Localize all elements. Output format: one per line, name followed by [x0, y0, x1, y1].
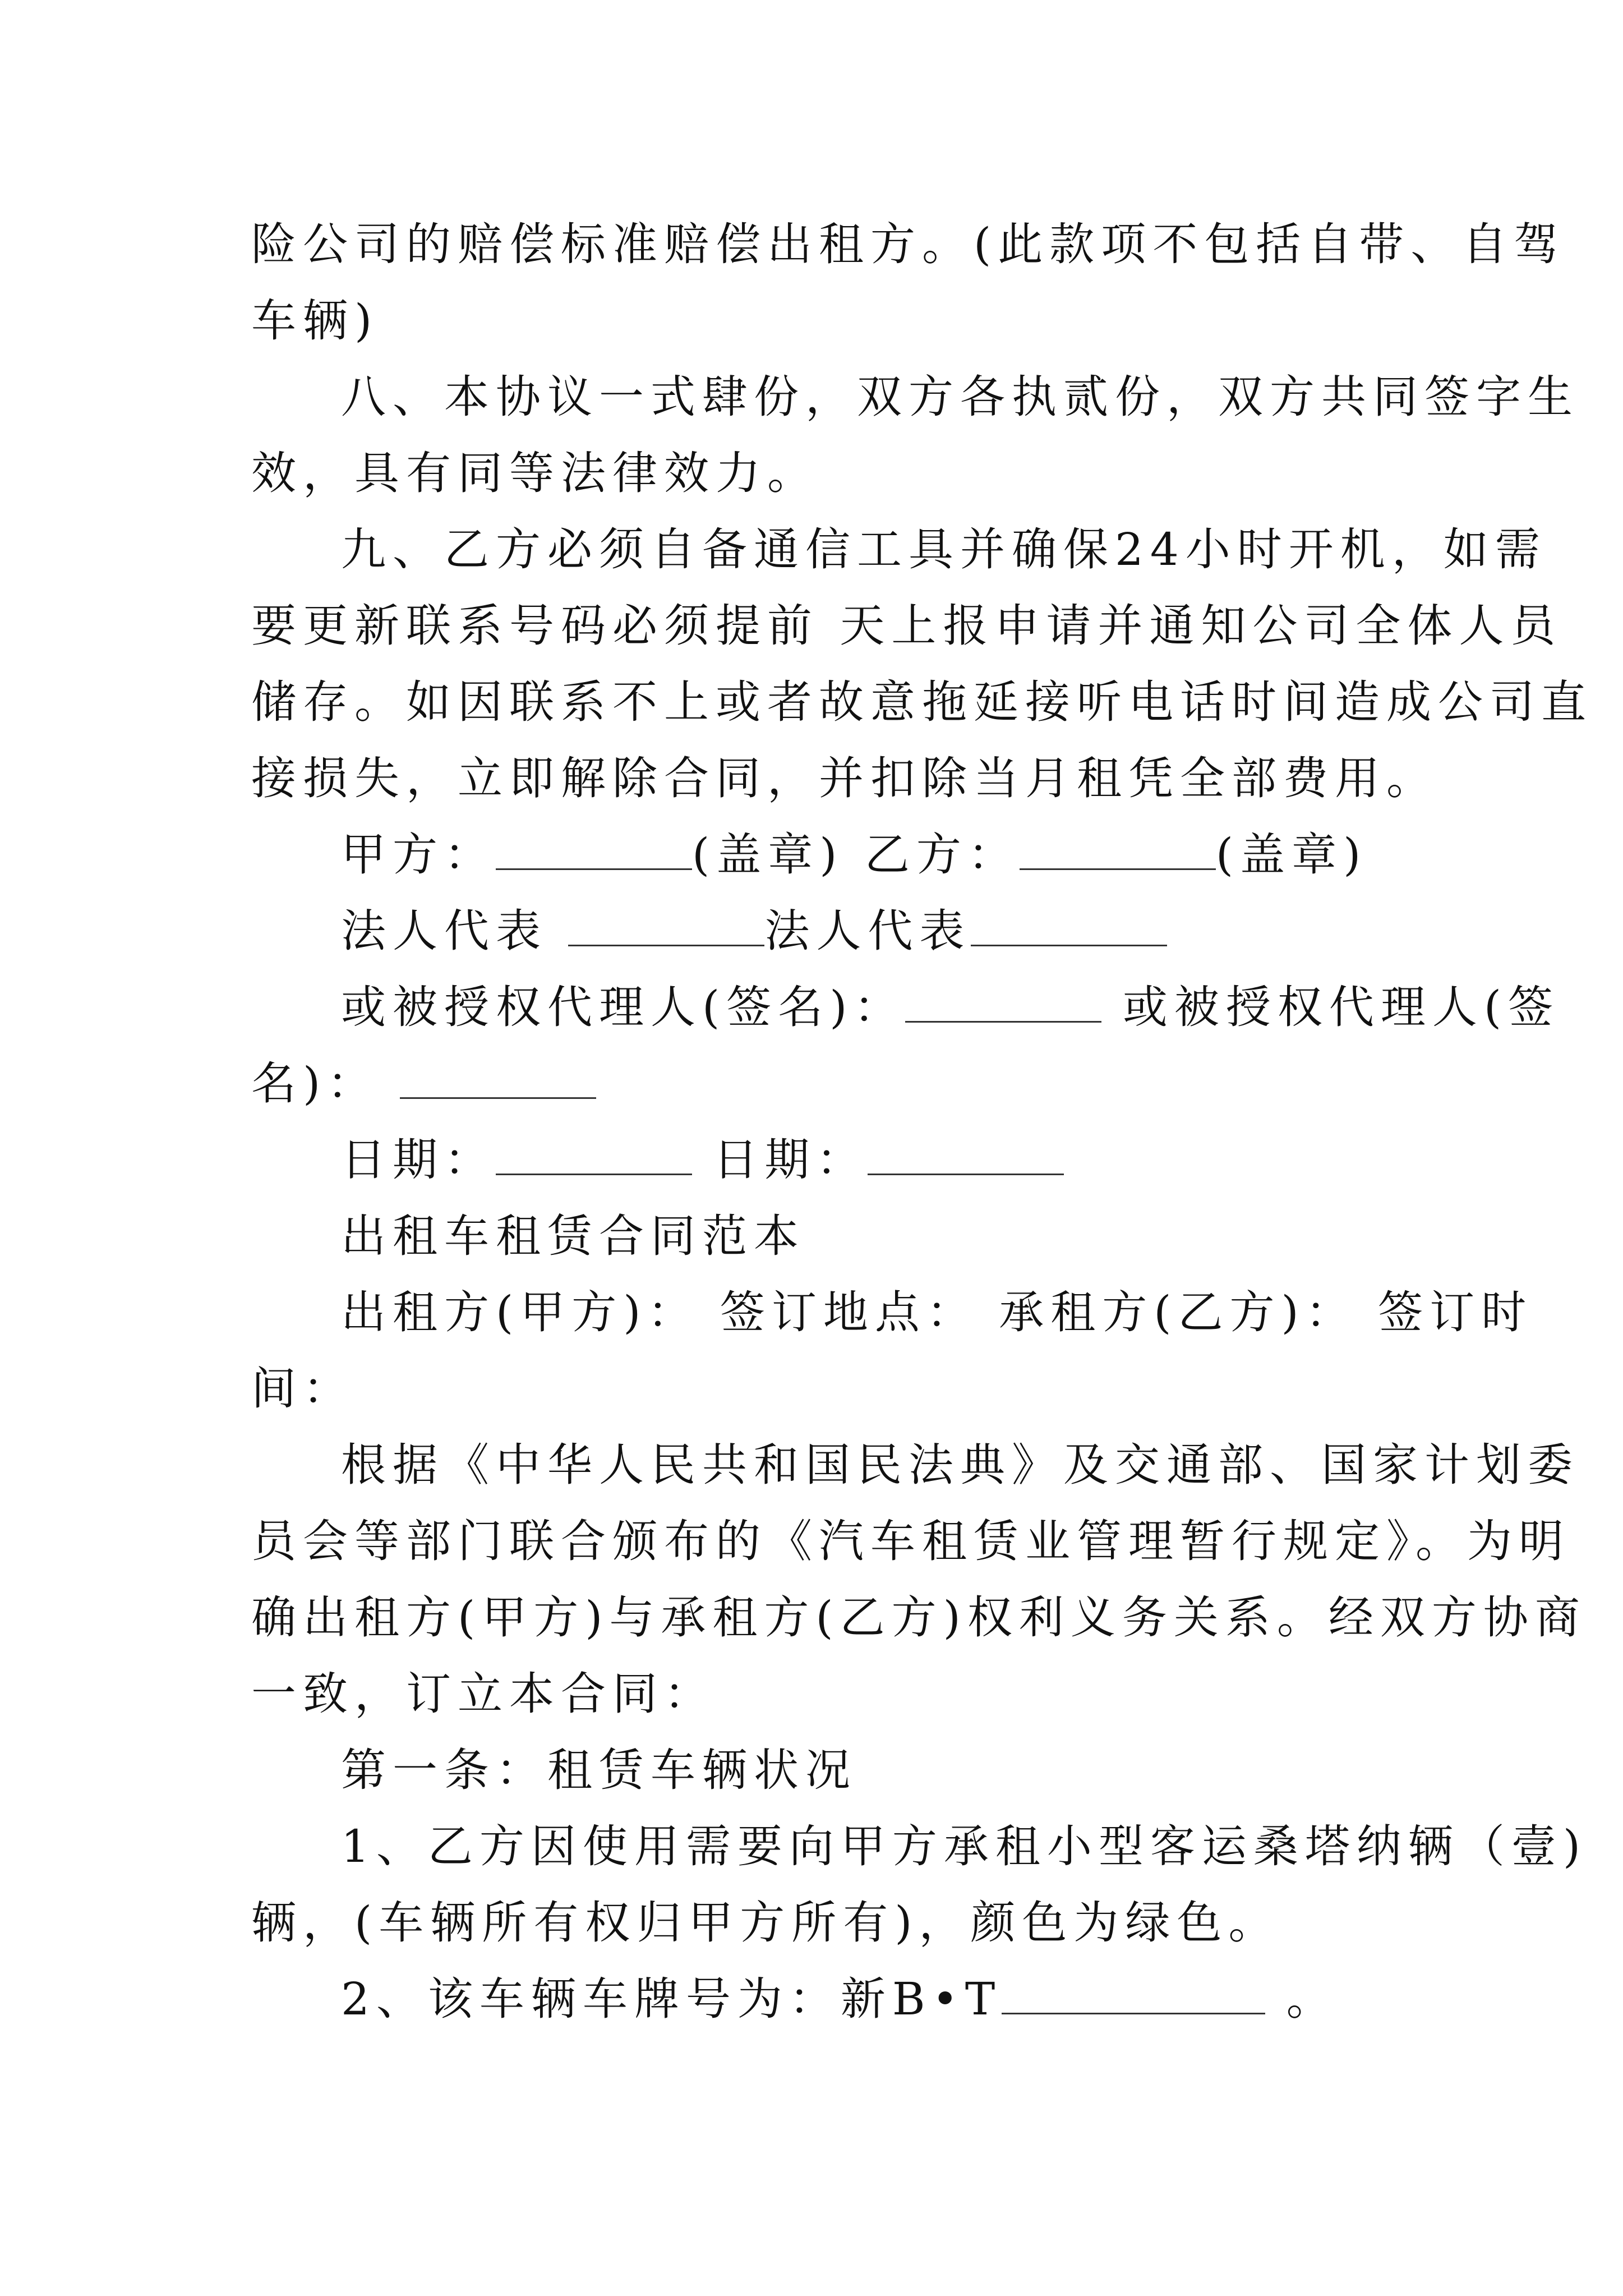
paragraph-line: 根据《中华人民共和国民法典》及交通部、国家计划委 [341, 1439, 1579, 1491]
paragraph-line: 确出租方(甲方)与承租方(乙方)权利义务关系。经双方协商 [251, 1591, 1587, 1644]
paragraph-line: 辆，(车辆所有权归甲方所有)，颜色为绿色。 [251, 1897, 1280, 1949]
document-page [251, 206, 1593, 2037]
paragraph-line: 要更新联系号码必须提前 天上报申请并通知公司全体人员 [251, 600, 1562, 652]
contract-title: 出租车租赁合同范本 [341, 1210, 805, 1262]
signature-line-agent-cont [251, 1046, 1390, 1122]
agent-a-blank [905, 982, 1101, 1023]
date-b-label: 日期： [713, 1134, 868, 1186]
paragraph-line: 九、乙方必须自备通信工具并确保24小时开机，如需 [341, 523, 1547, 576]
date-a-blank [496, 1134, 692, 1175]
date-b-blank [868, 1134, 1064, 1175]
paragraph-line: 1、乙方因使用需要向甲方承租小型客运桑塔纳辆（壹) [341, 1820, 1588, 1872]
paragraph-line: 车辆) [251, 295, 379, 347]
paragraph-line: 出租方(甲方)： 签订地点： 承租方(乙方)： 签订时 [341, 1286, 1533, 1338]
party-a-label: 甲方： [341, 829, 496, 881]
party-a-blank [496, 829, 692, 870]
legal-rep-a-blank [568, 905, 764, 946]
paragraph-line: 员会等部门联合颁布的《汽车租赁业管理暂行规定》。为明 [251, 1515, 1570, 1567]
signature-line-agent [251, 969, 1560, 1046]
party-b-label: 乙方： [864, 829, 1020, 881]
paragraph-line: 间： [251, 1363, 354, 1415]
paragraph-line: 效，具有同等法律效力。 [251, 447, 819, 499]
paragraph-line: 接损失，立即解除合同，并扣除当月租凭全部费用。 [251, 752, 1438, 804]
signature-line-parties [251, 817, 1390, 893]
agent-b-label-cont: 名)： [251, 1057, 379, 1110]
signature-line-date [251, 1122, 1390, 1198]
plate-prefix: 2、该车辆车牌号为：新B•T [341, 1973, 1002, 2025]
legal-rep-b-label: 法人代表 [764, 905, 971, 957]
paragraph-line: 储存。如因联系不上或者故意拖延接听电话时间造成公司直 [251, 676, 1593, 728]
party-b-blank [1020, 829, 1216, 870]
plate-blank [1002, 1973, 1265, 2014]
article-heading: 第一条：租赁车辆状况 [341, 1744, 857, 1796]
date-a-label: 日期： [341, 1134, 496, 1186]
plate-number-line [251, 1961, 1390, 2037]
legal-rep-a-label: 法人代表 [341, 905, 547, 957]
agent-b-blank [400, 1058, 596, 1099]
party-b-seal: (盖章) [1215, 829, 1368, 881]
agent-a-label: 或被授权代理人(签名)： [341, 981, 906, 1033]
paragraph-line: 险公司的赔偿标准赔偿出租方。(此款项不包括自带、自驾 [251, 218, 1566, 270]
signature-line-legal-rep [251, 893, 1390, 969]
paragraph-line: 一致，订立本合同： [251, 1668, 716, 1720]
party-a-seal: (盖章) [692, 829, 844, 881]
plate-suffix: 。 [1265, 1973, 1338, 2025]
agent-b-label: 或被授权代理人(签 [1122, 981, 1560, 1033]
legal-rep-b-blank [971, 905, 1167, 946]
paragraph-line: 八、本协议一式肆份，双方各执贰份，双方共同签字生 [341, 371, 1579, 423]
